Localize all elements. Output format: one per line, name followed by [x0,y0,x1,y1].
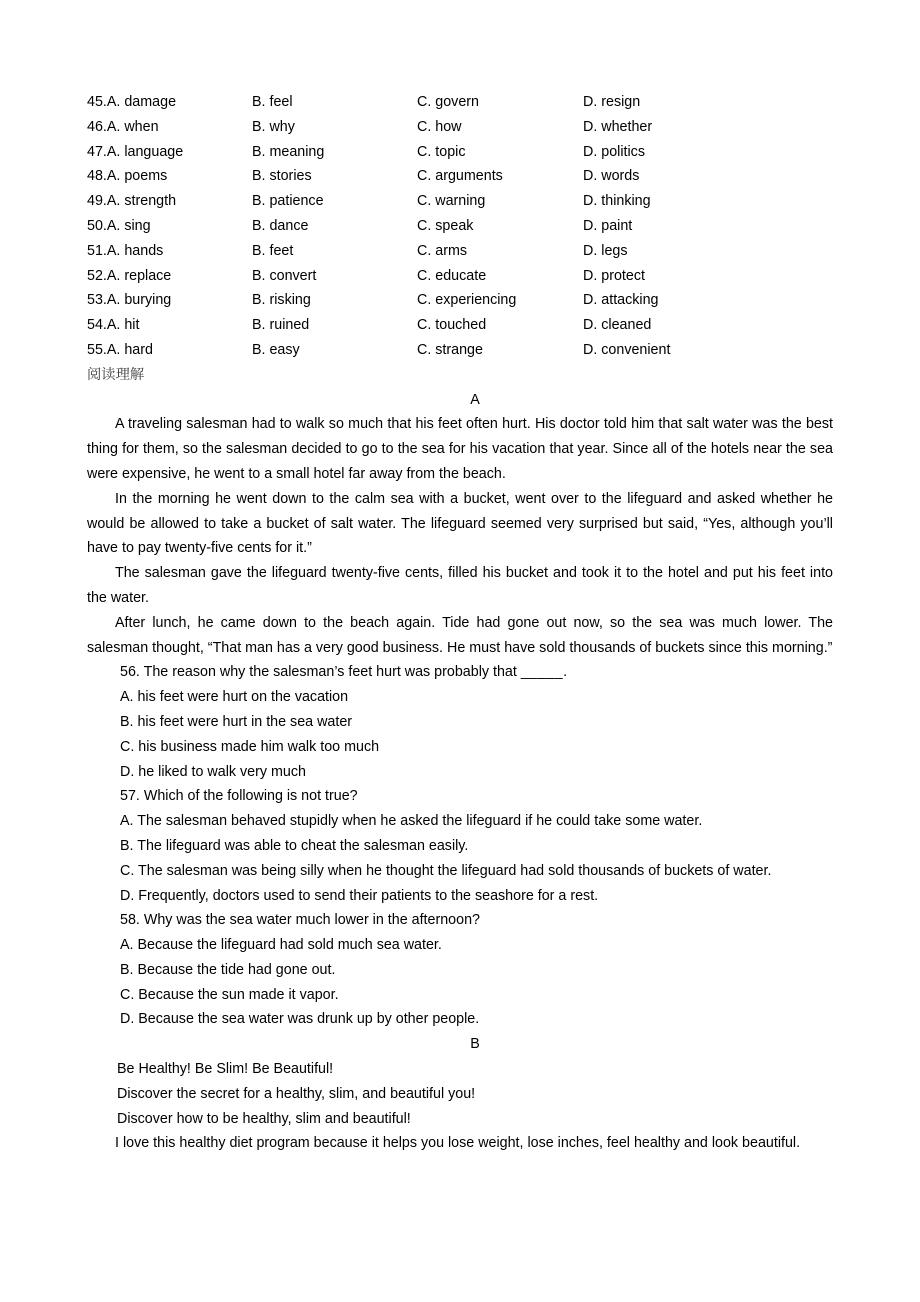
option-cell-b: B. feel [252,94,293,110]
option-cell-b: B. patience [252,193,324,210]
table-row [87,164,833,189]
option-cell-c: C. how [417,118,462,135]
option-cell-a [87,189,252,214]
option-cell-c: C. educate [417,267,487,284]
option-cell-b: B. convert [252,267,317,284]
question-57-option-c[interactable]: C. The salesman was being silly when he thought the lifeguard had sold thousands of buckets of water. [120,862,772,879]
question-number: 49. [87,193,107,210]
option-cell-d: D. protect [583,267,645,284]
option-cell-d: D. thinking [583,193,651,210]
question-58-option-d[interactable]: D. Because the sea water was drunk up by other people. [120,1011,480,1028]
passage-a-paragraph: After lunch, he came down to the beach again. Tide had gone out now, so the sea was much lower. The salesman thought, “That man has a very good business. He must have sold thousands of buckets since this morning.” [87,614,833,656]
passage-a-paragraph: In the morning he went down to the calm sea with a bucket, went over to the lifeguard and asked whether he would be allowed to take a bucket of salt water. The lifeguard seemed very surprised but said, “Yes, although you’ll have to pay twenty-five cents for it.” [87,490,833,557]
question-57-option-d[interactable]: D. Frequently, doctors used to send their patients to the seashore for a rest. [120,887,599,904]
passage-b-line: Discover the secret for a healthy, slim, and beautiful you! [117,1085,476,1102]
option-cell-d: D. resign [583,94,641,110]
option-cell-a [87,164,252,189]
answer-blank: _____ [520,664,564,681]
table-row [87,264,833,289]
cloze-options-body [87,90,833,363]
option-a-label: A. burying [106,292,172,309]
option-cell-a [87,239,252,264]
question-number: 45. [87,94,107,110]
question-number: 54. [87,317,107,334]
table-row [87,115,833,140]
question-stem-56 [87,660,833,685]
option-cell-d: D. whether [583,118,653,135]
option-cell-c: C. touched [417,317,487,334]
option-a-label: A. replace [106,267,172,284]
option-a-label: A. poems [106,168,168,185]
question-number: 55. [87,341,107,358]
option-cell-d: D. politics [583,143,645,160]
table-row [87,338,833,363]
option-cell-a [87,264,252,289]
option-a-label: A. hard [106,341,153,358]
option-a-label: A. strength [106,193,177,210]
passage-a-marker: A [470,391,480,408]
table-row [87,90,833,115]
question-stem-57: 57. Which of the following is not true? [120,788,358,805]
option-cell-c: C. strange [417,341,483,358]
table-row [87,313,833,338]
option-cell-d: D. cleaned [583,317,652,334]
question-56-option-d[interactable]: D. he liked to walk very much [120,763,306,780]
option-cell-d: D. legs [583,242,628,259]
question-58-option-b[interactable]: B. Because the tide had gone out. [120,961,336,978]
table-row [87,288,833,313]
table-row [87,239,833,264]
option-cell-c: C. speak [417,217,474,234]
option-cell-a [87,338,252,363]
passage-b-line: Be Healthy! Be Slim! Be Beautiful! [117,1061,334,1078]
option-cell-b: B. dance [252,217,309,234]
option-cell-b: B. meaning [252,143,325,160]
option-a-label: A. hands [106,242,164,259]
question-57-option-b[interactable]: B. The lifeguard was able to cheat the salesman easily. [120,837,469,854]
option-a-label: A. damage [106,94,177,110]
option-cell-d: D. words [583,168,640,185]
option-cell-a [87,140,252,165]
question-stem-text: 56. The reason why the salesman’s feet hurt was probably that [120,664,521,681]
question-number: 51. [87,242,107,259]
passage-b-paragraph: I love this healthy diet program because it helps you lose weight, lose inches, feel healthy and look beautiful. [115,1135,801,1152]
option-cell-b: B. stories [252,168,312,185]
option-a-label: A. sing [106,217,151,234]
question-number: 50. [87,217,107,234]
table-row [87,214,833,239]
question-number: 46. [87,118,107,135]
option-cell-b: B. easy [252,341,300,358]
option-cell-a [87,288,252,313]
option-cell-a [87,115,252,140]
option-cell-a [87,214,252,239]
option-a-label: A. language [106,143,184,160]
question-56-option-a[interactable]: A. his feet were hurt on the vacation [120,689,349,706]
question-57-option-a[interactable]: A. The salesman behaved stupidly when he asked the lifeguard if he could take some water. [120,813,703,830]
option-cell-c: C. topic [417,143,466,160]
option-cell-a [87,313,252,338]
option-cell-b: B. ruined [252,317,310,334]
question-stem-tail: . [563,664,568,681]
option-cell-b: B. why [252,118,295,135]
table-row [87,140,833,165]
option-a-label: A. hit [106,317,140,334]
question-number: 53. [87,292,107,309]
table-row [87,189,833,214]
option-cell-c: C. arms [417,242,468,259]
question-number: 52. [87,267,107,284]
option-cell-d: D. convenient [583,341,671,358]
option-cell-b: B. feet [252,242,294,259]
option-cell-c: C. warning [417,193,486,210]
passage-a-paragraph: A traveling salesman had to walk so much that his feet often hurt. His doctor told him that salt water was the best thing for them, so the salesman decided to go to the sea for his vacation that year. Since all of the hotels near the sea were expensive, he went to a small hotel far away from the beach. [87,416,833,482]
option-cell-c: C. govern [417,94,479,110]
option-a-label: A. when [106,118,159,135]
question-number: 48. [87,168,107,185]
option-cell-a [87,90,252,115]
option-cell-d: D. paint [583,217,633,234]
passage-a-paragraph: The salesman gave the lifeguard twenty-five cents, filled his bucket and took it to the hotel and put his feet into the water. [87,565,833,606]
question-56-option-c[interactable]: C. his business made him walk too much [120,738,380,755]
passage-b-marker: B [470,1036,480,1053]
option-cell-b: B. risking [252,292,311,309]
passage-b-line: Discover how to be healthy, slim and beautiful! [117,1110,411,1127]
reading-section-heading: 阅读理解 [87,366,145,383]
question-56-option-b[interactable]: B. his feet were hurt in the sea water [120,713,353,730]
question-number: 47. [87,143,107,160]
document-content [87,90,833,1156]
question-58-option-a[interactable]: A. Because the lifeguard had sold much sea water. [120,937,442,954]
option-cell-c: C. experiencing [417,292,517,309]
option-cell-c: C. arguments [417,168,503,185]
question-stem-58: 58. Why was the sea water much lower in the afternoon? [120,912,480,929]
question-58-option-c[interactable]: C. Because the sun made it vapor. [120,986,339,1003]
option-cell-d: D. attacking [583,292,659,309]
cloze-options-table [87,90,833,363]
